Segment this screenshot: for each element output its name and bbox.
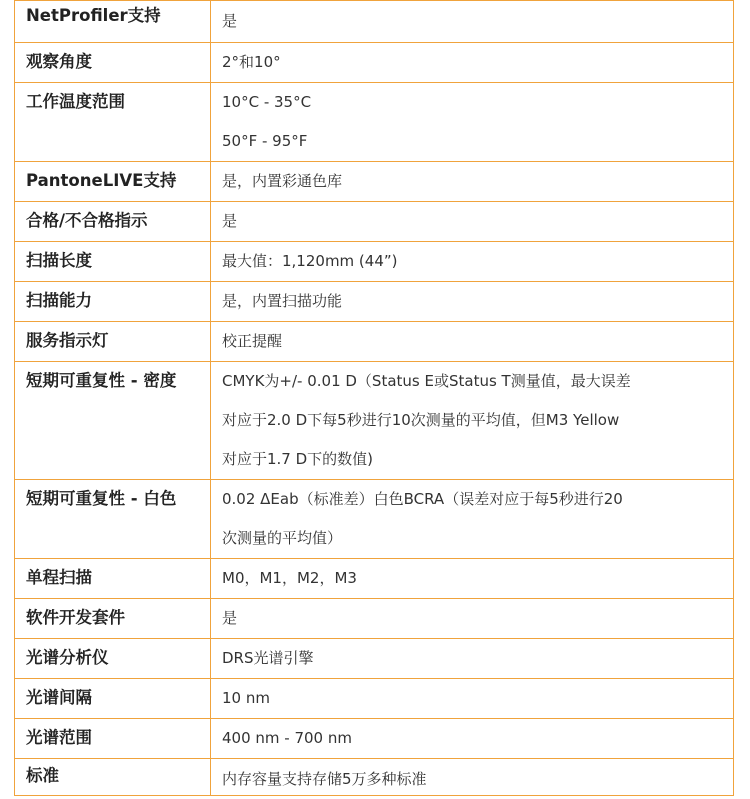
spec-value-line: 次测量的平均值）: [222, 529, 343, 547]
spec-label: 扫描能力: [15, 282, 211, 322]
spec-value: [211, 759, 734, 796]
spec-value: [211, 43, 734, 83]
spec-value: [211, 162, 734, 202]
spec-row: [15, 202, 734, 242]
spec-label: 光谱范围: [15, 719, 211, 759]
spec-value: [211, 480, 734, 559]
spec-value-line: 10 nm: [222, 689, 270, 707]
spec-row: [15, 759, 734, 796]
spec-value: [211, 242, 734, 282]
spec-value: [211, 282, 734, 322]
spec-row: [15, 282, 734, 322]
spec-label: 工作温度范围: [15, 83, 211, 162]
spec-value: [211, 639, 734, 679]
spec-value: [211, 599, 734, 639]
spec-row: [15, 43, 734, 83]
spec-value-line: 是: [222, 12, 238, 30]
spec-value-line: 是，内置扫描功能: [222, 292, 343, 310]
spec-label: 标准: [15, 759, 211, 796]
spec-row: [15, 83, 734, 162]
spec-label: 软件开发套件: [15, 599, 211, 639]
spec-row: [15, 719, 734, 759]
spec-value-line: 400 nm - 700 nm: [222, 729, 352, 747]
spec-value-line: 10°C - 35°C: [222, 93, 312, 111]
spec-value-line: 是，内置彩通色库: [222, 172, 343, 190]
spec-value-line: 对应于2.0 D下每5秒进行10次测量的平均值，但M3 Yellow: [222, 411, 620, 429]
spec-row: [15, 1, 734, 43]
spec-label: 扫描长度: [15, 242, 211, 282]
spec-value-line: 对应于1.7 D下的数值): [222, 450, 374, 468]
spec-value: [211, 83, 734, 162]
spec-label: 短期可重复性 - 白色: [15, 480, 211, 559]
spec-row: [15, 362, 734, 480]
spec-label: 短期可重复性 - 密度: [15, 362, 211, 480]
spec-label: 服务指示灯: [15, 322, 211, 362]
spec-value-line: 最大值：1,120mm (44”): [222, 252, 398, 270]
spec-value-line: DRS光谱引擎: [222, 649, 314, 667]
spec-value-line: 校正提醒: [222, 332, 283, 350]
spec-row: [15, 639, 734, 679]
spec-value-line: 内存容量支持存储5万多种标准: [222, 770, 427, 788]
spec-value-line: 是: [222, 212, 238, 230]
spec-label: 合格/不合格指示: [15, 202, 211, 242]
spec-label: NetProfiler支持: [15, 1, 211, 43]
spec-table-body: [15, 1, 734, 796]
spec-value-line: M0，M1，M2，M3: [222, 569, 357, 587]
spec-label: PantoneLIVE支持: [15, 162, 211, 202]
spec-value-line: 2°和10°: [222, 53, 281, 71]
spec-row: [15, 242, 734, 282]
spec-value-line: CMYK为+/- 0.01 D（Status E或Status T测量值，最大误差: [222, 372, 631, 390]
spec-value: [211, 679, 734, 719]
spec-label: 观察角度: [15, 43, 211, 83]
spec-row: [15, 559, 734, 599]
spec-row: [15, 162, 734, 202]
spec-value-line: 50°F - 95°F: [222, 132, 308, 150]
spec-row: [15, 480, 734, 559]
spec-label: 单程扫描: [15, 559, 211, 599]
spec-row: [15, 322, 734, 362]
spec-row: [15, 599, 734, 639]
spec-value-line: 是: [222, 609, 238, 627]
spec-value: [211, 1, 734, 43]
spec-value: [211, 362, 734, 480]
spec-value: [211, 719, 734, 759]
spec-value: [211, 559, 734, 599]
spec-table: [14, 0, 734, 796]
spec-value-line: 0.02 ΔEab（标准差）白色BCRA（误差对应于每5秒进行20: [222, 490, 623, 508]
spec-label: 光谱间隔: [15, 679, 211, 719]
spec-label: 光谱分析仪: [15, 639, 211, 679]
spec-value: [211, 322, 734, 362]
spec-row: [15, 679, 734, 719]
spec-value: [211, 202, 734, 242]
